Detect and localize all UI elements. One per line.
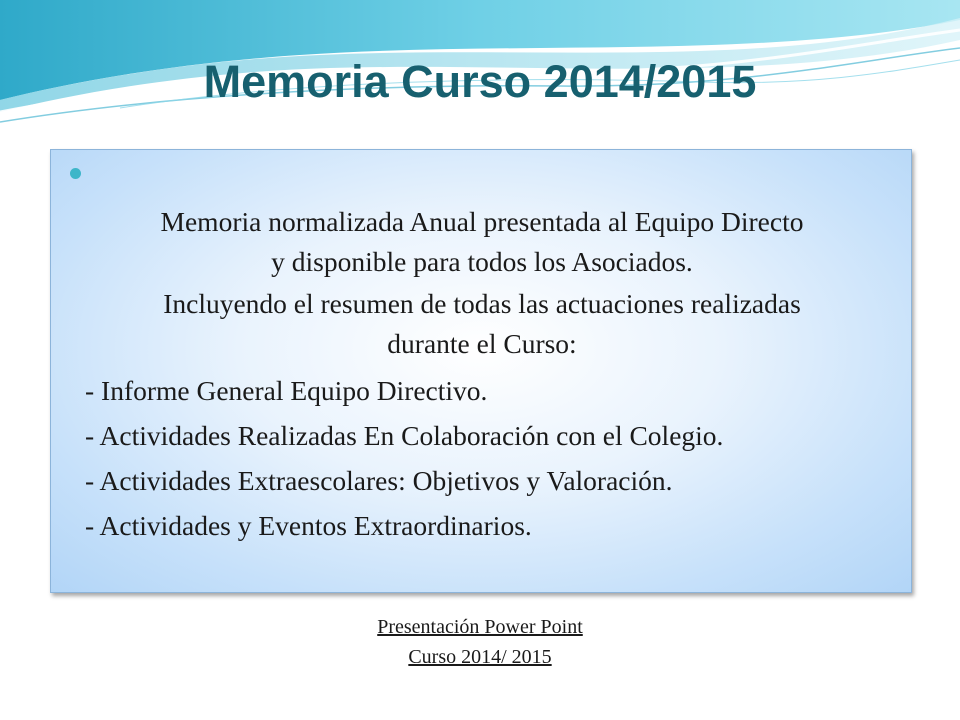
paragraph-line-2: durante el Curso: <box>387 328 577 359</box>
activity-list <box>51 368 913 548</box>
list-item: - Actividades Extraescolares: Objetivos y Valoración. <box>85 465 673 496</box>
bullet-icon <box>70 168 81 179</box>
footer-line-1: Presentación Power Point <box>377 616 583 638</box>
list-item: - Actividades Realizadas En Colaboración con el Colegio. <box>85 420 724 451</box>
bullet-line-1: Memoria normalizada Anual presentada al Equipo Directo <box>160 206 804 237</box>
paragraph-line-1: Incluyendo el resumen de todas las actuaciones realizadas <box>163 288 801 319</box>
bullet-text <box>51 202 913 548</box>
content-box <box>50 149 912 593</box>
list-item: - Actividades y Eventos Extraordinarios. <box>85 510 532 541</box>
footer <box>0 612 960 672</box>
bullet-line-2: y disponible para todos los Asociados. <box>271 246 693 277</box>
slide-title: Memoria Curso 2014/2015 <box>203 56 757 107</box>
footer-line-2: Curso 2014/ 2015 <box>408 646 552 668</box>
list-item: - Informe General Equipo Directivo. <box>85 375 488 406</box>
intro-paragraph <box>51 284 913 364</box>
